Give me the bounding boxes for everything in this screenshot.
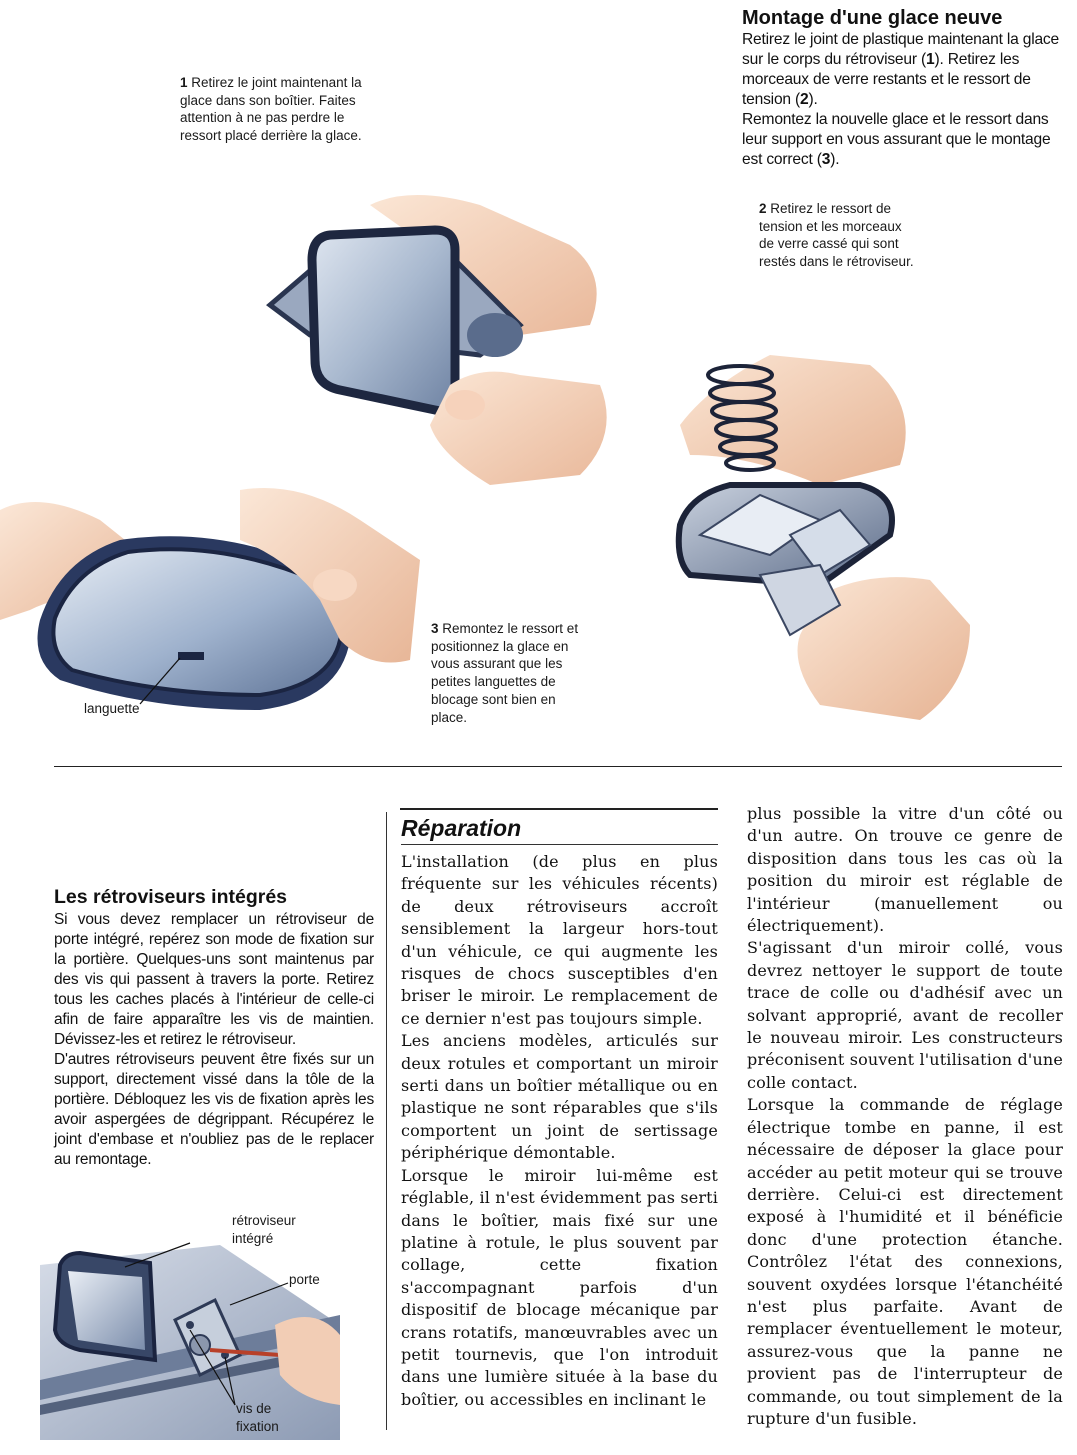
reparation-paragraph-1: L'installation (de plus en plus fréquente sur les véhicules récents) de deux rétroviseurs accroît sensiblement la largeur hors-tout d'un véhicule, ce qui augmente les risques de chocs susceptibles d'en briser le miroir. Le remplacement de ce dernier n'est pas toujours simple. xyxy=(401,852,718,1028)
languette-tab xyxy=(178,652,204,660)
text-span: ). Retirez les morceaux de verre restants et le ressort de tension ( xyxy=(742,51,1031,108)
reparation-column-3 xyxy=(747,803,1063,1430)
caption-step-1 xyxy=(180,74,376,145)
reparation-rule xyxy=(400,808,718,810)
label-vis-de-fixation: vis de fixation xyxy=(236,1401,279,1434)
illustration-spring xyxy=(670,345,970,725)
label-retroviseur-integre: rétroviseur intégré xyxy=(232,1213,296,1246)
label-languette: languette xyxy=(84,701,140,716)
integres-paragraph-1: Si vous devez remplacer un rétroviseur de porte intégré, repérez son mode de fixation sur la portière. Quelques-uns sont maintenus par des vis qui passent à travers la porte. Retirez tous les caches placés à l'intérieur de celle-ci afin de faire apparaître les vis de maintien. Dévissez-les et retirez le rétroviseur. xyxy=(54,911,374,1048)
label-porte: porte xyxy=(289,1272,320,1287)
fit-glass-drawing xyxy=(0,480,420,720)
reparation-title-underline xyxy=(401,844,718,845)
text-span: ). xyxy=(830,151,840,168)
col3-paragraph-3: Lorsque la commande de réglage électrique tombe en panne, il est nécessaire de déposer la glace pour accéder au petit moteur qui se trouve derrière. Celui-ci est directement exposé à l'humidité et il bénéficie donc d'une protection étanche. Contrôlez l'état des connexions, souvent oxydées lorsque l'étanchéité n'est plus parfaite. Avant de remplacer éventuellement le moteur, assurez-vous que la panne ne provient pas de l'interrupteur de commande, ou tout simplement de la rupture d'un fusible. xyxy=(747,1095,1063,1428)
text-span: ). xyxy=(808,91,818,108)
illustration-remove-glass xyxy=(250,185,620,485)
step-number: 1 xyxy=(180,75,188,90)
integres-paragraph-2: D'autres rétroviseurs peuvent être fixés sur un support, directement vissé dans la tôle de la portière. Débloquez les vis de fixation après les avoir aspergées de dégrippant. Récupérez le joint d'embase et n'oubliez pas de le replacer au remontage. xyxy=(54,1051,374,1168)
reparation-title: Réparation xyxy=(401,815,522,841)
montage-paragraph-2 xyxy=(742,110,1068,170)
caption-step-2 xyxy=(759,200,917,271)
reparation-vrule xyxy=(386,812,387,1430)
section-divider xyxy=(54,766,1062,767)
reparation-paragraph-2: Les anciens modèles, articulés sur deux rotules et comportant un miroir serti dans un boîtier métallique ou en plastique ne sont réparables que s'ils comportent un joint de sertissage périphérique démontable. xyxy=(401,1031,718,1163)
remove-glass-drawing xyxy=(250,185,620,485)
caption-text: Retirez le joint maintenant la glace dans son boîtier. Faites attention à ne pas perdre le ressort placé derrière la glace. xyxy=(180,75,362,144)
step-number: 2 xyxy=(759,201,767,216)
spring-drawing xyxy=(670,345,970,725)
ref-number: 1 xyxy=(926,51,935,68)
text-span: Retirez le joint de plastique maintenant la glace sur le corps du rétroviseur ( xyxy=(742,31,1059,68)
illustration-fit-glass xyxy=(0,480,420,720)
col3-paragraph-1: plus possible la vitre d'un côté ou d'un autre. On trouve ce genre de disposition dans tous les cas où la position du miroir est réglable de l'intérieur (manuellement ou électriquement). xyxy=(747,804,1063,936)
step-number: 3 xyxy=(431,621,439,636)
caption-step-3 xyxy=(431,620,581,726)
caption-text: Remontez le ressort et positionnez la glace en vous assurant que les petites languettes de blocage sont bien en place. xyxy=(431,621,579,725)
montage-section xyxy=(742,6,1068,170)
montage-title: Montage d'une glace neuve xyxy=(742,7,1003,29)
reparation-section xyxy=(401,814,718,1411)
integres-section xyxy=(54,886,374,1170)
ref-number: 3 xyxy=(821,151,831,168)
reparation-paragraph-3: Lorsque le miroir lui-même est réglable, il n'est évidemment pas serti dans le boîtier, mais fixé sur une platine à rotule, le plus souvent par collage, cette fixation s'accompagnant parfois d'un dispositif de blocage mécanique par crans rotatifs, manœuvrables avec un petit tournevis, que l'on introduit dans une lumière située à la base du boîtier, ou accessibles en inclinant le xyxy=(401,1165,719,1409)
integres-title: Les rétroviseurs intégrés xyxy=(54,886,288,908)
montage-paragraph-1 xyxy=(742,30,1068,110)
caption-text: Retirez le ressort de tension et les morceaux de verre cassé qui sont restés dans le rétroviseur. xyxy=(759,201,914,270)
col3-paragraph-2: S'agissant d'un miroir collé, vous devrez nettoyer le support de toute trace de colle ou d'adhésif avec un solvant approprié, avant de recoller le nouveau miroir. Les constructeurs préconisent souvent l'utilisation d'une colle contact. xyxy=(747,938,1063,1092)
ref-number: 2 xyxy=(800,91,809,108)
text-span: Remontez la nouvelle glace et le ressort dans leur support en vous assurant que le montage est correct ( xyxy=(742,111,1051,168)
